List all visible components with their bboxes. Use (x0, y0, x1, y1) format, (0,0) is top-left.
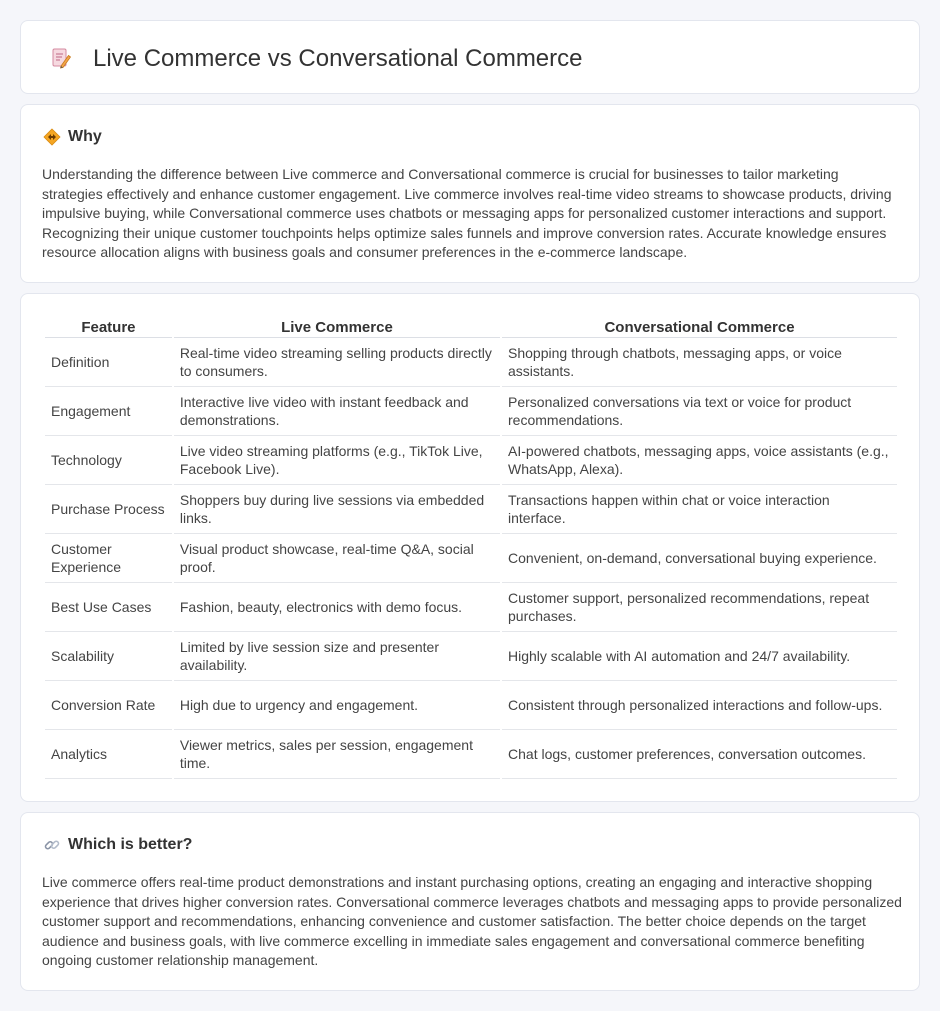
feature-cell: Analytics (45, 730, 172, 779)
feature-cell: Purchase Process (45, 485, 172, 534)
why-title: Why (68, 128, 102, 145)
table-row (45, 730, 897, 779)
comparison-table (43, 318, 899, 779)
live-cell: Live video streaming platforms (e.g., TikTok Live, Facebook Live). (174, 436, 500, 485)
conversational-cell: Customer support, personalized recommendations, repeat purchases. (502, 583, 897, 632)
header-live-commerce: Live Commerce (174, 318, 500, 338)
header-conversational-commerce: Conversational Commerce (502, 318, 897, 338)
better-heading (43, 835, 192, 855)
feature-cell: Best Use Cases (45, 583, 172, 632)
live-cell: Fashion, beauty, electronics with demo focus. (174, 583, 500, 632)
why-heading (43, 127, 102, 147)
table-row (45, 485, 897, 534)
feature-cell: Engagement (45, 387, 172, 436)
page-title: Live Commerce vs Conversational Commerce (93, 45, 583, 72)
conversational-cell: Consistent through personalized interactions and follow-ups. (502, 681, 897, 730)
feature-cell: Technology (45, 436, 172, 485)
which-is-better-section (20, 812, 920, 991)
conversational-cell: Highly scalable with AI automation and 24/7 availability. (502, 632, 897, 681)
live-cell: Shoppers buy during live sessions via embedded links. (174, 485, 500, 534)
live-cell: Interactive live video with instant feedback and demonstrations. (174, 387, 500, 436)
table-row (45, 632, 897, 681)
live-cell: High due to urgency and engagement. (174, 681, 500, 730)
comparison-section (20, 293, 920, 802)
conversational-cell: Chat logs, customer preferences, conversation outcomes. (502, 730, 897, 779)
diamond-arrows-icon (43, 128, 61, 146)
why-body: Understanding the difference between Live commerce and Conversational commerce is crucial for businesses to tailor marketing strategies effectively and enhance customer engagement. Live commerce involves real-time video streams to showcase products, driving impulsive buying, while Conversational commerce uses chatbots or messaging apps for personalized customer interactions and support. Recognizing their unique customer touchpoints helps optimize sales funnels and improve conversion rates. Accurate knowledge ensures resource allocation aligns with business goals and consumer preferences in the e-commerce landscape. (42, 166, 892, 261)
conversational-cell: AI-powered chatbots, messaging apps, voice assistants (e.g., WhatsApp, Alexa). (502, 436, 897, 485)
link-icon (43, 836, 61, 854)
conversational-cell: Shopping through chatbots, messaging apps, or voice assistants. (502, 338, 897, 387)
feature-cell: Conversion Rate (45, 681, 172, 730)
feature-cell: Definition (45, 338, 172, 387)
title-card (20, 20, 920, 94)
why-section (20, 104, 920, 283)
table-row (45, 534, 897, 583)
table-row (45, 338, 897, 387)
live-cell: Real-time video streaming selling products directly to consumers. (174, 338, 500, 387)
live-cell: Viewer metrics, sales per session, engagement time. (174, 730, 500, 779)
table-header-row (45, 318, 897, 338)
header-feature: Feature (45, 318, 172, 338)
table-row (45, 387, 897, 436)
conversational-cell: Convenient, on-demand, conversational buying experience. (502, 534, 897, 583)
feature-cell: Scalability (45, 632, 172, 681)
conversational-cell: Personalized conversations via text or voice for product recommendations. (502, 387, 897, 436)
table-row (45, 583, 897, 632)
document-pen-icon (49, 46, 73, 70)
better-title: Which is better? (68, 836, 193, 853)
live-cell: Limited by live session size and presenter availability. (174, 632, 500, 681)
feature-cell: Customer Experience (45, 534, 172, 583)
better-body: Live commerce offers real-time product demonstrations and instant purchasing options, creating an engaging and interactive shopping experience that drives higher conversion rates. Conversational commerce leverages chatbots and messaging apps to provide personalized customer support and recommendations, enhancing convenience and customer satisfaction. The better choice depends on the target audience and business goals, with live commerce excelling in immediate sales engagement and conversational commerce benefiting ongoing customer relationship management. (42, 874, 902, 969)
live-cell: Visual product showcase, real-time Q&A, social proof. (174, 534, 500, 583)
table-row (45, 681, 897, 730)
conversational-cell: Transactions happen within chat or voice interaction interface. (502, 485, 897, 534)
table-row (45, 436, 897, 485)
